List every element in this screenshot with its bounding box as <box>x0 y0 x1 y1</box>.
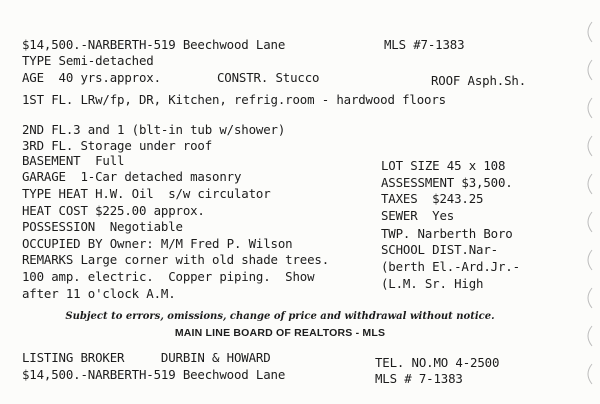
listing-broker: LISTING BROKER DURBIN & HOWARD <box>22 350 271 365</box>
mls-number: MLS #7-1383 <box>384 37 465 52</box>
construction-field: CONSTR. Stucco <box>217 70 320 85</box>
footer-mls-number: MLS # 7-1383 <box>375 371 463 386</box>
disclaimer: Subject to errors, omissions, change of price and withdrawal without notice. <box>65 311 495 322</box>
heat-type-field: TYPE HEAT H.W. Oil s/w circulator <box>22 186 271 201</box>
school-district-line-2: (berth El.-Ard.Jr.- <box>381 259 520 274</box>
remarks-line-3: after 11 o'clock A.M. <box>22 286 176 301</box>
possession-field: POSSESSION Negotiable <box>22 219 183 234</box>
type-field: TYPE Semi-detached <box>22 53 154 68</box>
second-floor-field: 2ND FL.3 and 1 (blt-in tub w/shower) <box>22 122 286 137</box>
lot-size-field: LOT SIZE 45 x 108 <box>381 158 506 173</box>
occupied-field: OCCUPIED BY Owner: M/M Fred P. Wilson <box>22 236 293 251</box>
assessment-field: ASSESSMENT $3,500. <box>381 175 513 190</box>
first-floor-field: 1ST FL. LRw/fp, DR, Kitchen, refrig.room - hardwood floors <box>22 92 446 107</box>
telephone: TEL. NO.MO 4-2500 <box>375 355 500 370</box>
taxes-field: TAXES $243.25 <box>381 191 484 206</box>
garage-field: GARAGE 1-Car detached masonry <box>22 169 242 184</box>
remarks-line-2: 100 amp. electric. Copper piping. Show <box>22 269 315 284</box>
township-field: TWP. Narberth Boro <box>381 226 513 241</box>
school-district-line-1: SCHOOL DIST.Nar- <box>381 242 498 257</box>
board-name: MAIN LINE BOARD OF REALTORS - MLS <box>174 327 386 339</box>
basement-field: BASEMENT Full <box>22 153 125 168</box>
punch-hole-edge <box>570 0 600 400</box>
heat-cost-field: HEAT COST $225.00 approx. <box>22 203 205 218</box>
sewer-field: SEWER Yes <box>381 208 455 223</box>
school-district-line-3: (L.M. Sr. High <box>381 276 484 291</box>
remarks-line-1: REMARKS Large corner with old shade trees. <box>22 252 330 267</box>
price-address: $14,500.-NARBERTH-519 Beechwood Lane <box>22 37 286 52</box>
roof-field: ROOF Asph.Sh. <box>431 73 527 88</box>
age-field: AGE 40 yrs.approx. <box>22 70 161 85</box>
third-floor-field: 3RD FL. Storage under roof <box>22 138 213 153</box>
footer-price-address: $14,500.-NARBERTH-519 Beechwood Lane <box>22 367 286 382</box>
